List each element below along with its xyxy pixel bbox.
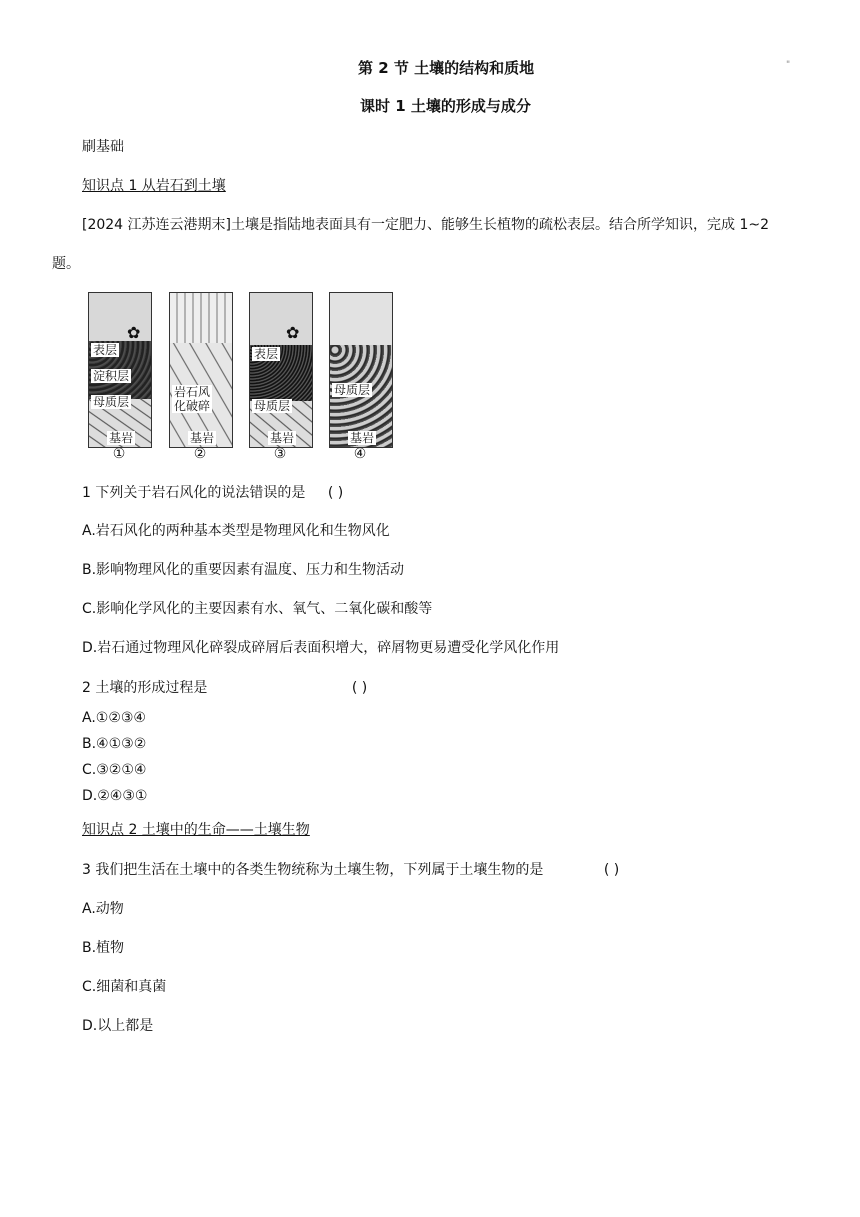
corner-mark: ": [786, 60, 791, 70]
col3-label-parent: 母质层: [254, 399, 291, 413]
q2-stem-text: 2 土壤的形成过程是: [82, 680, 208, 696]
q2-stem: [82, 677, 367, 697]
col3-label-surface: 表层: [254, 347, 279, 361]
soil-column-4: [329, 292, 393, 448]
q1-option-a: A.岩石风化的两种基本类型是物理风化和生物风化: [82, 523, 390, 539]
lesson-title: 课时 1 土壤的形成与成分: [360, 97, 531, 115]
plant-icon: ✿: [127, 323, 141, 342]
soil-column-3: [249, 292, 313, 448]
q2-answer-paren: ( ): [351, 680, 368, 696]
q3-answer-paren: ( ): [603, 862, 620, 878]
q1-option-d: D.岩石通过物理风化碎裂成碎屑后表面积增大，碎屑物更易遭受化学风化作用: [82, 640, 560, 656]
practice-label: 刷基础: [82, 139, 124, 155]
q3-stem-text: 3 我们把生活在土壤中的各类生物统称为土壤生物，下列属于土壤生物的是: [82, 862, 544, 878]
q3-option-b: B.植物: [82, 940, 125, 956]
q1-option-c: C.影响化学风化的主要因素有水、氧气、二氧化碳和酸等: [82, 601, 433, 617]
soil-column-2: [169, 292, 233, 448]
soil-column-1: [88, 292, 152, 448]
soil-formation-figure: [86, 290, 398, 468]
col1-label-bedrock: 基岩: [109, 431, 134, 445]
col2-label-weathering-2: 化破碎: [174, 399, 211, 413]
col2-number: ②: [193, 446, 207, 462]
plant-icon: ✿: [286, 323, 300, 342]
q1-stem: [82, 482, 343, 502]
q3-stem: [82, 859, 619, 879]
intro-line-2: 题。: [52, 256, 80, 272]
knowledge-point-2: 知识点 2 土壤中的生命——土壤生物: [82, 822, 310, 838]
col1-label-deposit: 淀积层: [93, 369, 130, 383]
q2-option-d: D.②④③①: [82, 788, 148, 804]
col2-label-weathering-1: 岩石风: [174, 385, 211, 399]
q2-option-b: B.④①③②: [82, 736, 147, 752]
col2-label-bedrock: 基岩: [190, 431, 215, 445]
q3-option-a: A.动物: [82, 901, 124, 917]
col4-number: ④: [353, 446, 367, 462]
col1-label-surface: 表层: [93, 343, 118, 357]
col4-label-bedrock: 基岩: [350, 431, 375, 445]
col4-label-parent: 母质层: [334, 383, 371, 397]
q3-option-c: C.细菌和真菌: [82, 979, 167, 995]
col1-number: ①: [112, 446, 126, 462]
q1-answer-paren: ( ): [327, 485, 344, 501]
section-title: 第 2 节 土壤的结构和质地: [358, 59, 535, 77]
col3-number: ③: [273, 446, 287, 462]
q1-option-b: B.影响物理风化的重要因素有温度、压力和生物活动: [82, 562, 405, 578]
knowledge-point-1: 知识点 1 从岩石到土壤: [82, 178, 226, 194]
intro-line-1: [2024 江苏连云港期末]土壤是指陆地表面具有一定肥力、能够生长植物的疏松表层。结合所学知识，完成 1~2: [82, 217, 769, 233]
col1-label-parent: 母质层: [93, 395, 130, 409]
q1-stem-text: 1 下列关于岩石风化的说法错误的是: [82, 485, 306, 501]
q2-option-a: A.①②③④: [82, 710, 146, 726]
col3-label-bedrock: 基岩: [270, 431, 295, 445]
q2-option-c: C.③②①④: [82, 762, 147, 778]
q3-option-d: D.以上都是: [82, 1018, 154, 1034]
